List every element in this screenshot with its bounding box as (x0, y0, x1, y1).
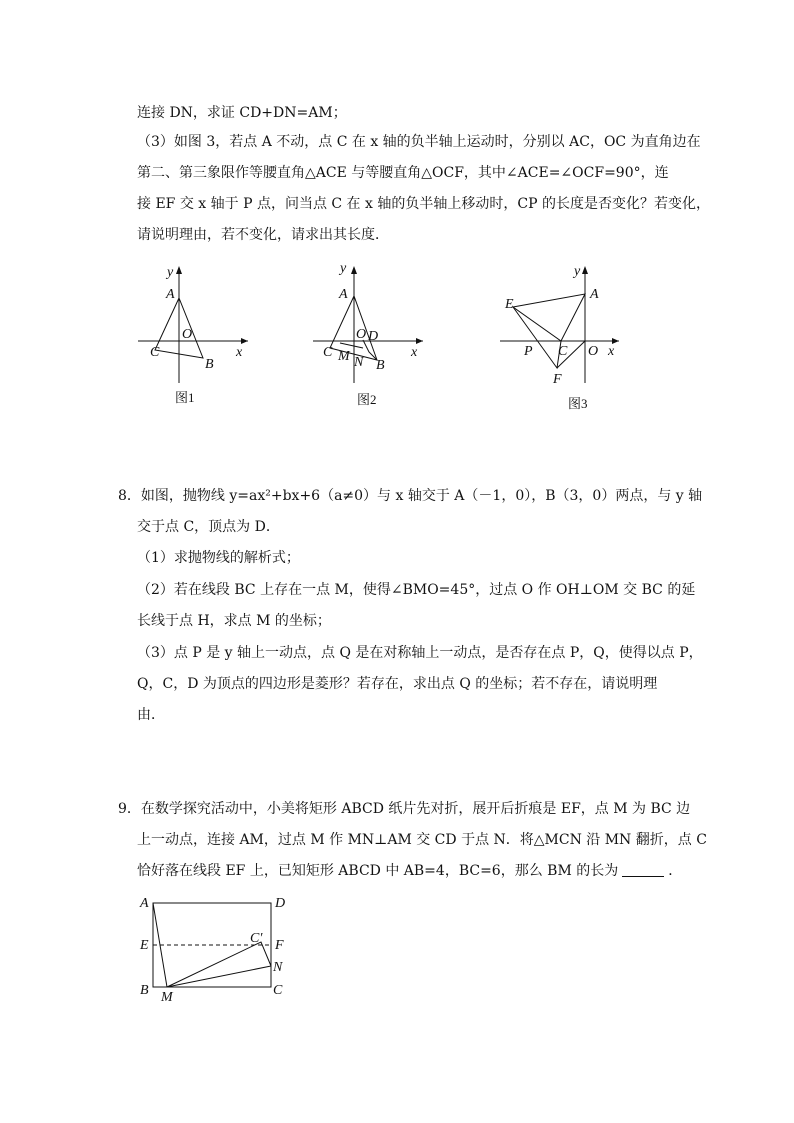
x-arrow (416, 338, 423, 344)
label-y: y (340, 261, 347, 276)
folded-triangle (167, 942, 271, 987)
fig1-caption: 图1 (175, 390, 195, 405)
label-m: M (338, 349, 350, 364)
label-o: O (182, 327, 193, 342)
label-e: E (140, 938, 149, 953)
q7-line-1: 连接 DN，求证 CD+DN=AM； (137, 105, 347, 121)
q8-line-8: 由． (137, 707, 165, 723)
label-n: N (273, 960, 283, 975)
label-c: C (273, 983, 283, 998)
label-y: y (167, 265, 174, 280)
label-x: x (608, 344, 615, 359)
label-f: F (275, 938, 284, 953)
label-a: A (166, 287, 175, 302)
q9-line-3-text: 恰好落在线段 EF 上，已知矩形 ABCD 中 AB=4，BC=6，那么 BM 的长为 (137, 863, 619, 879)
q9-line-3 (137, 861, 682, 881)
fig2-caption: 图2 (357, 392, 377, 407)
y-arrow (351, 266, 357, 274)
y-arrow (582, 266, 588, 274)
label-a: A (339, 287, 348, 302)
x-arrow (241, 338, 248, 344)
q9-line-1: 9．在数学探究活动中，小美将矩形 ABCD 纸片先对折，展开后折痕是 EF，点 M 为 BC 边 (118, 801, 691, 817)
segment-e-f-c (513, 307, 561, 368)
label-b: B (376, 358, 385, 373)
label-c-prime: C′ (250, 931, 263, 946)
label-b: B (140, 983, 149, 998)
q8-line-3: （1）求抛物线的解析式； (137, 550, 300, 566)
y-arrow (176, 266, 182, 274)
label-f: F (553, 372, 562, 387)
answer-blank (622, 862, 664, 877)
q8-line-1: 8．如图，抛物线 y=ax²+bx+6（a≠0）与 x 轴交于 A（－1，0），B（3，0）两点，与 y 轴 (118, 488, 703, 504)
q8-line-4: （2）若在线段 BC 上存在一点 M，使得∠BMO=45°，过点 O 作 OH⊥OM 交 BC 的延 (137, 582, 696, 598)
label-e: E (505, 297, 514, 312)
q9-line-3-end: ． (668, 863, 683, 879)
q7-line-5: 请说明理由，若不变化，请求出其长度． (137, 227, 389, 243)
triangle-ace (513, 294, 585, 341)
figure-3 (495, 258, 635, 413)
label-x: x (236, 345, 243, 360)
label-d: D (275, 896, 286, 911)
q8-line-6: （3）点 P 是 y 轴上一动点，点 Q 是在对称轴上一动点，是否存在点 P，Q，使得以点 P， (137, 645, 703, 661)
label-o: O (588, 344, 599, 359)
figure-2 (305, 258, 435, 413)
label-o: O (356, 327, 367, 342)
segment-mn (167, 966, 271, 987)
segment-m-n (340, 343, 363, 348)
q7-line-3: 第二、第三象限作等腰直角△ACE 与等腰直角△OCF，其中∠ACE=∠OCF=90°，连 (137, 165, 669, 181)
label-a: A (140, 896, 149, 911)
fig3-caption: 图3 (568, 396, 588, 411)
q8-line-2: 交于点 C，顶点为 D． (137, 519, 280, 535)
label-x: x (411, 345, 418, 360)
label-c: C (558, 344, 568, 359)
q8-line-7: Q，C，D 为顶点的四边形是菱形？若存在，求出点 Q 的坐标；若不存在，请说明理 (137, 676, 658, 692)
label-c: C (323, 345, 333, 360)
q7-line-4: 接 EF 交 x 轴于 P 点，问当点 C 在 x 轴的负半轴上移动时，CP 的长度是否变化？若变化， (137, 196, 710, 212)
q8-line-5: 长线于点 H，求点 M 的坐标； (137, 613, 331, 629)
label-d: D (368, 329, 379, 344)
label-c: C (150, 345, 160, 360)
label-p: P (524, 344, 533, 359)
label-n: N (354, 355, 364, 370)
figure-1 (130, 258, 260, 413)
label-a: A (590, 287, 599, 302)
label-m: M (161, 990, 173, 1005)
q9-line-2: 上一动点，连接 AM，过点 M 作 MN⊥AM 交 CD 于点 N．将△MCN 沿 MN 翻折，点 C (137, 832, 707, 848)
q7-line-2: （3）如图 3，若点 A 不动，点 C 在 x 轴的负半轴上运动时，分别以 AC，OC 为直角边在 (137, 134, 701, 150)
figure-rectangle-abcd (130, 890, 300, 1005)
label-y: y (574, 264, 581, 279)
label-b: B (205, 357, 214, 372)
